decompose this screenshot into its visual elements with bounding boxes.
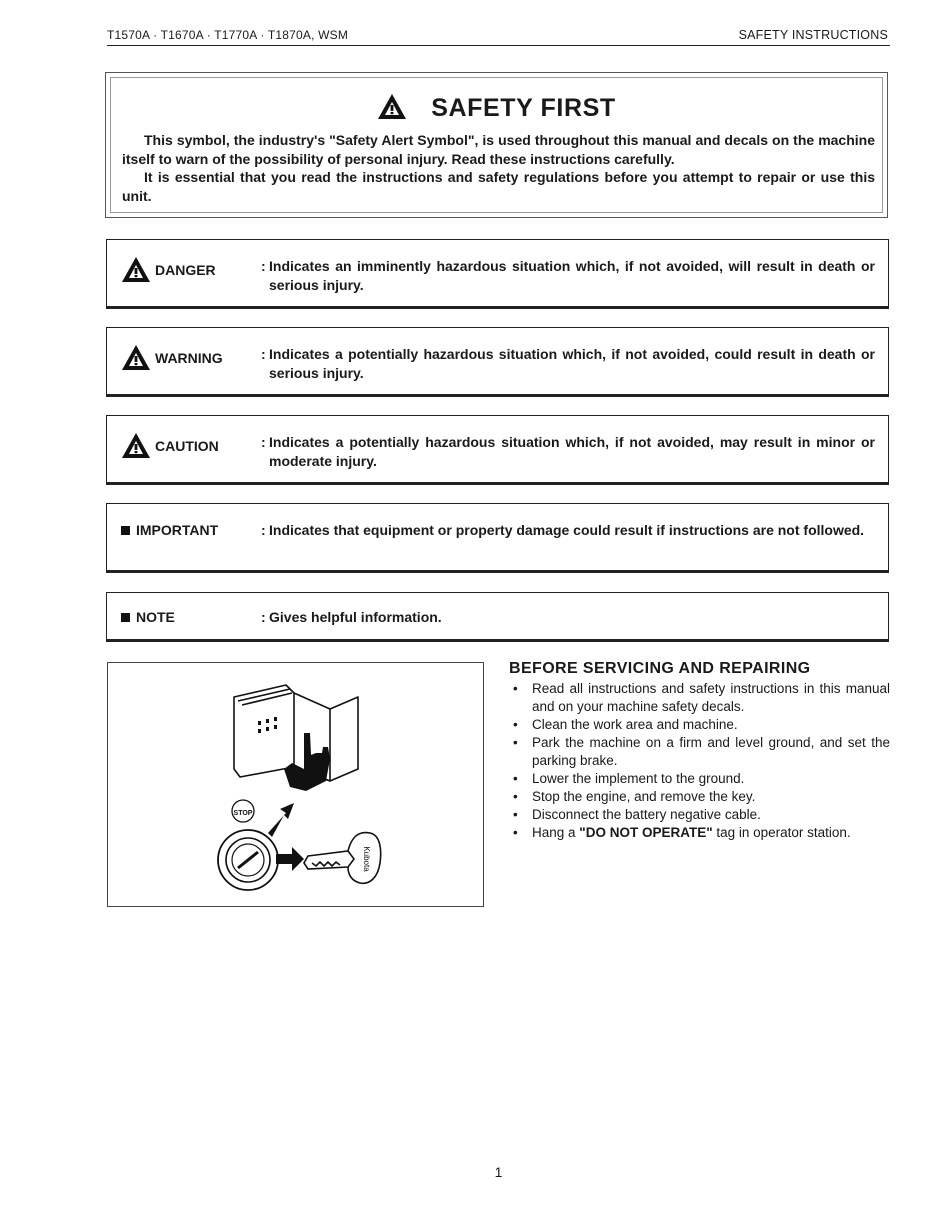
before-servicing-section: [509, 660, 890, 842]
header-model-list: T1570A · T1670A · T1770A · T1870A, WSM: [107, 28, 349, 42]
list-item: • Read all instructions and safety instructions in this manual and on your machine safety decals.: [509, 680, 890, 716]
signal-description: [261, 608, 875, 627]
do-not-operate-text: "DO NOT OPERATE": [579, 825, 713, 840]
danger-box: [106, 239, 889, 309]
safety-first-paragraph: This symbol, the industry's "Safety Alert Symbol", is used throughout this manual and decals on the machine itself to warn of the possibility of personal injury. Read these instructions carefully.: [122, 132, 875, 167]
signal-label-text: WARNING: [155, 349, 223, 366]
caution-box: [106, 415, 889, 485]
list-item: • Stop the engine, and remove the key.: [509, 788, 890, 806]
safety-first-heading: [106, 93, 887, 123]
before-servicing-list: [509, 680, 890, 842]
arrow-remove-key-icon: [276, 847, 304, 871]
safety-first-paragraph: It is essential that you read the instructions and safety regulations before you attempt to repair or use this unit.: [122, 169, 875, 204]
list-item: [509, 824, 890, 842]
signal-colon: :: [261, 522, 266, 538]
arrow-to-stop-icon: [268, 803, 294, 837]
list-item: • Park the machine on a firm and level ground, and set the parking brake.: [509, 734, 890, 770]
signal-text: Indicates a potentially hazardous situation which, if not avoided, may result in minor or moderate injury.: [269, 434, 875, 469]
signal-text: Indicates an imminently hazardous situation which, if not avoided, will result in death or serious injury.: [269, 258, 875, 293]
signal-label: [121, 256, 216, 283]
safety-alert-icon: [121, 256, 151, 283]
manual-and-key-illustration: [108, 663, 483, 906]
signal-label-text: IMPORTANT: [136, 522, 219, 538]
signal-label-text: NOTE: [136, 609, 175, 625]
signal-colon: :: [261, 434, 266, 450]
list-item: • Clean the work area and machine.: [509, 716, 890, 734]
safety-first-body: [122, 131, 875, 205]
page-number: 1: [494, 1164, 503, 1180]
signal-colon: :: [261, 346, 266, 362]
warning-box: [106, 327, 889, 397]
stop-position-icon: [232, 800, 254, 822]
ignition-switch-icon: [218, 830, 278, 890]
square-bullet-icon: [121, 613, 130, 622]
signal-label: [121, 522, 218, 538]
manual-page-marks: [258, 717, 277, 733]
header-section-title: SAFETY INSTRUCTIONS: [738, 28, 888, 42]
signal-label: [121, 432, 219, 459]
signal-text: Indicates that equipment or property damage could result if instructions are not followed.: [269, 522, 865, 538]
safety-first-title: SAFETY FIRST: [431, 94, 616, 122]
signal-description: [261, 521, 875, 540]
header-rule: [107, 45, 890, 46]
signal-text: Gives helpful information.: [269, 609, 442, 625]
signal-description: [261, 433, 875, 471]
key-brand-label: Kubota: [362, 846, 371, 872]
safety-alert-icon: [121, 344, 151, 371]
list-item: • Lower the implement to the ground.: [509, 770, 890, 788]
signal-description: [261, 345, 875, 383]
square-bullet-icon: [121, 526, 130, 535]
safety-first-box: [105, 72, 888, 218]
signal-label-text: DANGER: [155, 261, 216, 278]
signal-colon: :: [261, 609, 266, 625]
list-item: • Disconnect the battery negative cable.: [509, 806, 890, 824]
before-servicing-title: BEFORE SERVICING AND REPAIRING: [509, 660, 811, 677]
signal-colon: :: [261, 258, 266, 274]
signal-description: [261, 257, 875, 295]
list-item-prefix: Hang a: [532, 825, 580, 840]
pointing-hand-icon: [284, 733, 330, 791]
servicing-illustration: [107, 662, 484, 907]
stop-label: STOP: [233, 810, 253, 817]
page-header: [107, 28, 888, 44]
signal-label-text: CAUTION: [155, 437, 219, 454]
signal-text: Indicates a potentially hazardous situation which, if not avoided, could result in death or serious injury.: [269, 346, 875, 381]
safety-alert-icon: [121, 432, 151, 459]
list-item-suffix: tag in operator station.: [712, 825, 851, 840]
note-box: [106, 592, 889, 642]
important-box: [106, 503, 889, 573]
safety-alert-icon: [377, 93, 407, 120]
signal-label: [121, 609, 175, 625]
signal-label: [121, 344, 223, 371]
